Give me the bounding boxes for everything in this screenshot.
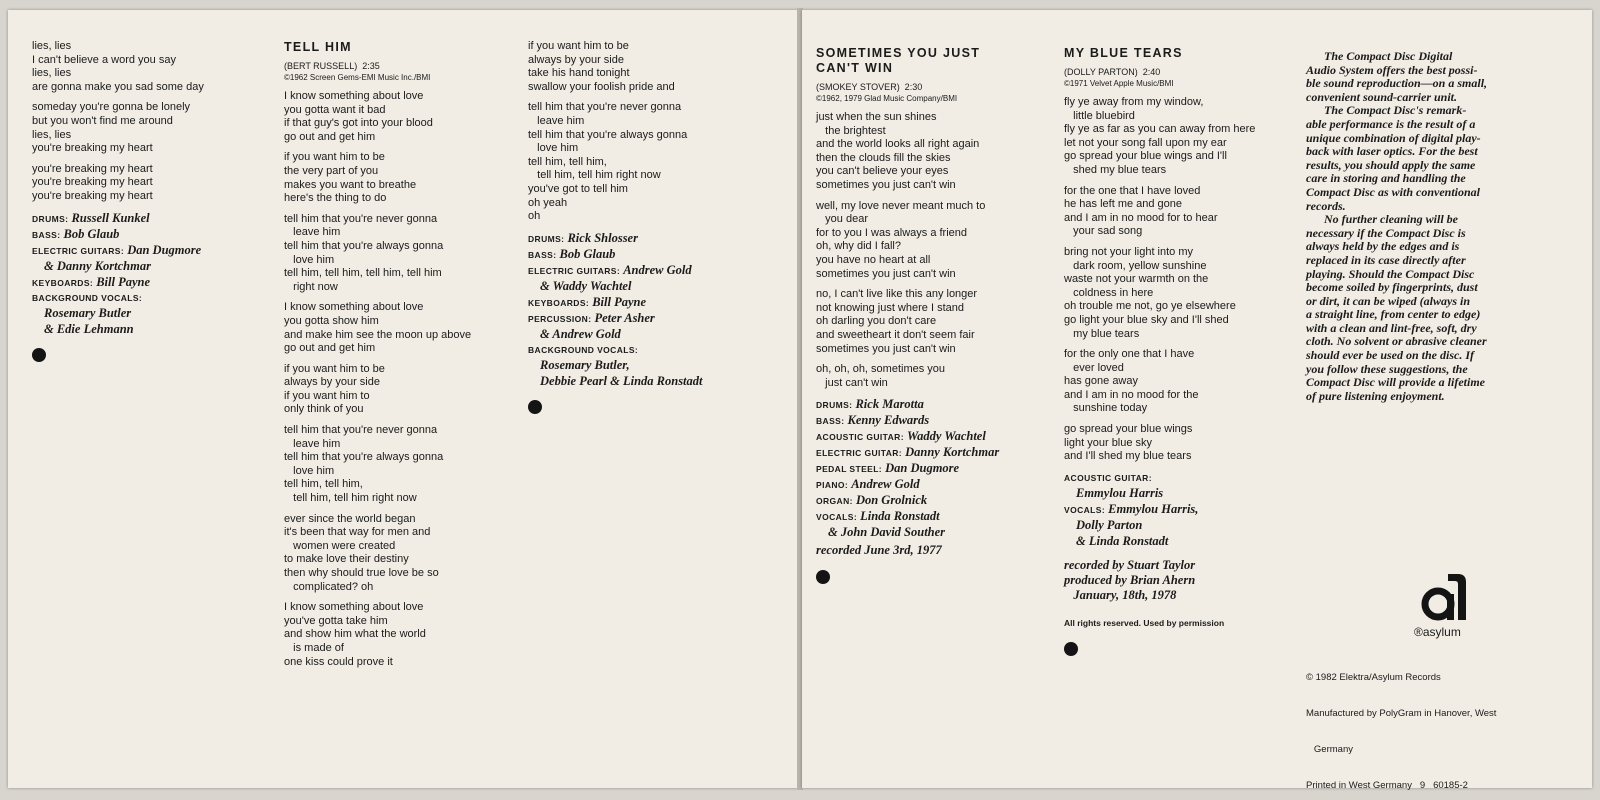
credit-name: Dolly Parton	[1076, 517, 1143, 532]
credit-name: Emmylou Harris	[1076, 485, 1164, 500]
credit-name: & Linda Ronstadt	[1076, 533, 1169, 548]
lyric-line: sunshine today	[1064, 402, 1148, 415]
lyric-stanza	[32, 163, 204, 204]
legal-line: Printed in West Germany 9 60185-2	[1306, 780, 1468, 791]
credit-role: ACOUSTIC GUITAR:	[1064, 472, 1152, 483]
credit-role: KEYBOARDS:	[32, 277, 94, 288]
cd-text-line: back with laser optics. For the best	[1306, 144, 1478, 159]
credit-line	[816, 477, 999, 493]
lyric-line: for the only one that I have	[1064, 348, 1195, 361]
lyric-line: waste not your warmth on the	[1064, 273, 1209, 286]
lyric-line: go out and get him	[284, 342, 376, 355]
credit-name: & Danny Kortchmar	[44, 258, 151, 273]
right-col-1	[816, 46, 999, 584]
lyric-line: complicated? oh	[284, 580, 374, 593]
lyric-line: the very part of you	[284, 164, 379, 177]
lyric-stanza	[284, 363, 471, 417]
lyric-line: right now	[284, 280, 338, 293]
lyric-line: someday you're gonna be lonely	[32, 101, 191, 114]
lyric-line: but you won't find me around	[32, 114, 173, 127]
cd-text-line: No further cleaning will be	[1306, 212, 1459, 227]
left-col-1	[32, 40, 204, 362]
credit-name: Bob Glaub	[63, 226, 120, 241]
credit-name: Rosemary Butler,	[540, 357, 630, 372]
cd-text-line: cloth. No solvent or abrasive cleaner	[1306, 334, 1487, 349]
credit-line	[32, 211, 204, 227]
credit-line	[1064, 502, 1255, 518]
song-title-my-blue-tears: MY BLUE TEARS	[1064, 46, 1183, 60]
lyric-stanza	[1064, 96, 1255, 178]
lyric-line: tell him, tell him,	[528, 155, 607, 168]
credit-name: Peter Asher	[594, 310, 655, 325]
lyric-line: oh trouble me not, go ye elsewhere	[1064, 300, 1236, 313]
credit-role: BASS:	[528, 249, 557, 260]
credit-line	[528, 295, 703, 311]
lyric-line: it's been that way for men and	[284, 526, 431, 539]
credit-line	[816, 509, 999, 525]
lyric-stanza	[284, 90, 471, 144]
credit-name: Linda Ronstadt	[860, 509, 940, 524]
credit-line	[1064, 518, 1255, 534]
lyric-line: and make him see the moon up above	[284, 328, 472, 341]
song-title-sometimes: SOMETIMES YOU JUST CAN'T WIN	[816, 46, 981, 75]
lyric-line: are gonna make you sad some day	[32, 80, 204, 93]
cd-text-line: Audio System offers the best possi-	[1306, 62, 1478, 77]
lyric-line: sometimes you just can't win	[816, 342, 956, 355]
left-col-3	[528, 40, 703, 414]
lyric-stanza	[1064, 185, 1255, 239]
lyric-line: lies, lies	[32, 67, 72, 80]
cd-text-line: unique combination of digital play-	[1306, 130, 1481, 145]
credits-tell-him	[528, 231, 703, 390]
lyric-line: and the world looks all right again	[816, 138, 980, 151]
lyric-line: oh yeah	[528, 196, 568, 209]
credit-role: DRUMS:	[32, 213, 69, 224]
song-title-tell-him: TELL HIM	[284, 40, 352, 54]
lyric-stanza	[284, 424, 471, 506]
credit-name: Kenny Edwards	[847, 413, 930, 428]
credit-role: ORGAN:	[816, 496, 853, 507]
credit-name: & Andrew Gold	[540, 326, 621, 341]
lyric-line: tell him, tell him, tell him, tell him	[284, 267, 442, 280]
lyric-stanza	[284, 513, 471, 595]
credit-line	[32, 291, 204, 306]
lyric-stanza	[816, 200, 999, 282]
credit-line	[1064, 471, 1255, 486]
lyric-line: if you want him to be	[528, 40, 629, 52]
lyric-line: and I am in no mood for the	[1064, 388, 1199, 401]
song-copyright: ©1962 Screen Gems-EMI Music Inc./BMI	[284, 73, 431, 82]
right-page	[802, 10, 1592, 791]
credit-role: KEYBOARDS:	[528, 297, 590, 308]
credit-name: Andrew Gold	[623, 262, 692, 277]
cd-text-line: care in storing and handling the	[1306, 171, 1466, 186]
lyric-line: fly ye as far as you can away from here	[1064, 123, 1256, 136]
lyric-line: your sad song	[1064, 225, 1143, 238]
lyric-stanza	[32, 101, 204, 155]
lyric-line: go out and get him	[284, 130, 376, 143]
credit-role: ELECTRIC GUITAR:	[816, 448, 903, 459]
cd-text-line: able performance is the result of a	[1306, 116, 1476, 131]
credit-role: BACKGROUND VOCALS:	[32, 292, 143, 303]
lyric-line: women were created	[284, 539, 396, 552]
lyrics-tell-him	[284, 90, 471, 669]
lyric-stanza	[1064, 423, 1255, 464]
lyric-line: coldness in here	[1064, 286, 1154, 299]
credits-sometimes	[816, 397, 999, 541]
credit-role: ELECTRIC GUITARS:	[32, 245, 125, 256]
cd-text-line: results, you should apply the same	[1306, 157, 1476, 172]
cd-text-line: replaced in its case directly after	[1306, 252, 1466, 267]
credit-line	[528, 311, 703, 327]
cd-text-line: of pure listening enjoyment.	[1306, 388, 1445, 403]
legal-notice	[1306, 648, 1496, 800]
credit-line	[816, 493, 999, 509]
lyric-line: ever loved	[1064, 361, 1124, 374]
lyric-line: ever since the world began	[284, 512, 416, 525]
lyric-stanza	[1064, 246, 1255, 341]
lyric-line: dark room, yellow sunshine	[1064, 259, 1207, 272]
asylum-logo-icon	[1414, 570, 1474, 624]
legal-line: Manufactured by PolyGram in Hanover, West	[1306, 708, 1497, 719]
cd-text-line: Compact Disc as with conventional	[1306, 184, 1481, 199]
lyric-line: then why should true love be so	[284, 567, 439, 579]
lyric-line: is made of	[284, 641, 344, 654]
lyric-stanza	[32, 40, 204, 94]
lyric-line: for the one that I have loved	[1064, 184, 1201, 197]
credit-role: PIANO:	[816, 480, 849, 491]
cd-text-line: records.	[1306, 198, 1346, 213]
lyric-line: go spread your blue wings	[1064, 423, 1193, 436]
lyric-line: you gotta want it bad	[284, 103, 386, 116]
lyric-line: let not your song fall upon my ear	[1064, 136, 1227, 149]
lyric-line: and I am in no mood for to hear	[1064, 211, 1218, 224]
legal-line: © 1982 Elektra/Asylum Records	[1306, 672, 1441, 683]
credit-role: BACKGROUND VOCALS:	[528, 344, 639, 355]
cd-text-line: a straight line, from center to edge)	[1306, 307, 1481, 322]
lyric-line: and sweetheart it don't seem fair	[816, 328, 975, 341]
cd-text-line: convenient sound-carrier unit.	[1306, 89, 1458, 104]
bullet-dot	[816, 570, 830, 584]
bullet-dot	[32, 348, 46, 362]
song-writer: (DOLLY PARTON) 2:40	[1064, 67, 1161, 77]
lyric-stanza	[528, 101, 703, 223]
credit-line	[528, 374, 703, 390]
credit-name: Russell Kunkel	[71, 210, 150, 225]
lyric-line: here's the thing to do	[284, 192, 387, 205]
cd-paragraph-3	[1306, 213, 1487, 403]
lyric-line: sometimes you just can't win	[816, 178, 956, 191]
credit-role: PERCUSSION:	[528, 313, 592, 324]
lyric-stanza	[528, 40, 703, 94]
credit-name: & Edie Lehmann	[44, 321, 134, 336]
cd-paragraph-1	[1306, 50, 1487, 104]
cd-text-line: you follow these suggestions, the	[1306, 361, 1468, 376]
cd-text-line: become soiled by fingerprints, dust	[1306, 280, 1478, 295]
lyrics-sometimes	[816, 111, 999, 390]
credit-line	[816, 397, 999, 413]
lyric-line: bring not your light into my	[1064, 245, 1194, 258]
credit-line	[32, 322, 204, 338]
lyric-line: one kiss could prove it	[284, 655, 393, 668]
credit-role: BASS:	[816, 416, 845, 427]
lyric-line: has gone away	[1064, 375, 1138, 388]
credit-role: VOCALS:	[816, 512, 858, 523]
lyric-line: for to you I was always a friend	[816, 226, 968, 239]
song-writer: (SMOKEY STOVER) 2:30	[816, 82, 923, 92]
credit-line	[528, 279, 703, 295]
lyric-line: oh, oh, oh, sometimes you	[816, 363, 946, 376]
lyric-line: if you want him to be	[284, 151, 385, 164]
cd-paragraph-2	[1306, 104, 1487, 213]
lyric-stanza	[1064, 348, 1255, 416]
lyric-line: I can't believe a word you say	[32, 53, 176, 66]
left-page	[8, 10, 798, 788]
asylum-logo-text: ®asylum	[1414, 625, 1461, 639]
lyric-stanza	[284, 151, 471, 205]
credit-line	[528, 327, 703, 343]
lyric-line: you gotta show him	[284, 314, 379, 327]
lyric-line: I know something about love	[284, 90, 424, 102]
credit-line	[32, 259, 204, 275]
lyric-line: leave him	[284, 226, 341, 239]
credit-role: VOCALS:	[1064, 504, 1106, 515]
credit-name: Emmylou Harris,	[1108, 501, 1199, 516]
lyric-line: you're breaking my heart	[32, 189, 153, 202]
lyric-line: the brightest	[816, 124, 886, 137]
cd-text-line: always held by the edges and is	[1306, 239, 1460, 254]
credit-line	[528, 231, 703, 247]
credit-name: Rosemary Butler	[44, 305, 132, 320]
lyric-line: tell him that you're never gonna	[284, 212, 438, 225]
credit-line	[528, 263, 703, 279]
note-produced: produced by Brian Ahern	[1064, 572, 1196, 587]
note-recorded: recorded by Stuart Taylor	[1064, 557, 1196, 572]
credit-line	[816, 413, 999, 429]
lyric-line: I know something about love	[284, 301, 424, 314]
song-writer: (BERT RUSSELL) 2:35	[284, 61, 380, 71]
song-copyright: ©1962, 1979 Glad Music Company/BMI	[816, 94, 958, 103]
credit-line	[32, 227, 204, 243]
cd-text-line: should ever be used on the disc. If	[1306, 348, 1474, 363]
credit-name: Bill Payne	[592, 294, 647, 309]
lyric-line: sometimes you just can't win	[816, 267, 956, 280]
lyric-line: shed my blue tears	[1064, 163, 1167, 176]
lyric-line: you can't believe your eyes	[816, 165, 949, 178]
credit-name: Debbie Pearl & Linda Ronstadt	[540, 373, 703, 388]
lyric-line: tell him, tell him right now	[284, 492, 417, 505]
credit-role: ELECTRIC GUITARS:	[528, 265, 621, 276]
left-col-2	[284, 40, 471, 676]
credit-line	[32, 306, 204, 322]
lyrics-lies	[32, 40, 204, 204]
lyric-line: you're breaking my heart	[32, 176, 153, 189]
lyric-line: swallow your foolish pride and	[528, 80, 675, 93]
bullet-dot	[528, 400, 542, 414]
legal-line: Germany	[1306, 744, 1353, 755]
lyric-line: no, I can't live like this any longer	[816, 288, 978, 301]
lyric-line: just can't win	[816, 376, 888, 389]
credit-line	[816, 461, 999, 477]
asylum-logo	[1414, 570, 1484, 640]
credit-line	[528, 247, 703, 263]
lyric-line: oh	[528, 210, 541, 223]
cd-text-line: necessary if the Compact Disc is	[1306, 225, 1466, 240]
cd-text-line: The Compact Disc Digital	[1306, 49, 1453, 63]
lyric-line: and show him what the world	[284, 628, 426, 641]
lyric-line: always by your side	[528, 53, 624, 66]
credit-role: DRUMS:	[816, 400, 853, 411]
lyric-line: oh darling you don't care	[816, 315, 937, 328]
credit-name: Bill Payne	[96, 274, 151, 289]
credit-line	[1064, 486, 1255, 502]
lyric-line: love him	[528, 142, 579, 155]
lyric-line: go spread your blue wings and I'll	[1064, 150, 1227, 163]
credit-role: ACOUSTIC GUITAR:	[816, 432, 904, 443]
lyric-stanza	[816, 363, 999, 390]
song-copyright: ©1971 Velvet Apple Music/BMI	[1064, 79, 1174, 88]
lyric-line: he has left me and gone	[1064, 198, 1183, 211]
lyric-line: makes you want to breathe	[284, 178, 417, 191]
credit-name: Rick Marotta	[855, 397, 924, 412]
production-notes	[1064, 558, 1255, 603]
lyric-stanza	[816, 111, 999, 193]
lyric-line: oh, why did I fall?	[816, 240, 901, 253]
lyric-line: just when the sun shines	[816, 111, 937, 123]
lyric-line: you're breaking my heart	[32, 142, 153, 155]
credit-line	[32, 275, 204, 291]
credit-name: Bob Glaub	[559, 246, 616, 261]
lyric-line: not knowing just where I stand	[816, 301, 964, 314]
cd-text-line: or dirt, it can be wiped (always in	[1306, 293, 1471, 308]
lyric-line: to make love their destiny	[284, 553, 409, 566]
lyric-line: leave him	[528, 114, 585, 127]
lyric-line: love him	[284, 253, 335, 266]
lyric-line: tell him that you're always gonna	[284, 451, 444, 464]
lyric-line: you've got to tell him	[528, 182, 628, 195]
note-date: January, 18th, 1978	[1064, 587, 1177, 602]
lyric-line: if that guy's got into your blood	[284, 117, 433, 130]
lyric-line: you dear	[816, 213, 868, 226]
credits-lies	[32, 211, 204, 338]
lyric-line: only think of you	[284, 403, 364, 416]
credit-role: BASS:	[32, 229, 61, 240]
lyrics-my-blue-tears	[1064, 96, 1255, 464]
lyric-stanza	[816, 288, 999, 356]
lyric-line: you've gotta take him	[284, 614, 388, 627]
credit-name: Waddy Wachtel	[907, 429, 986, 444]
lyric-line: tell him, tell him right now	[528, 169, 661, 182]
lyric-line: you're breaking my heart	[32, 162, 153, 175]
lyric-line: my blue tears	[1064, 327, 1140, 340]
lyric-line: tell him that you're always gonna	[284, 239, 444, 252]
lyric-line: if you want him to be	[284, 362, 385, 375]
credit-name: Andrew Gold	[851, 477, 920, 492]
credit-line	[32, 243, 204, 259]
credit-name: Don Grolnick	[855, 493, 928, 508]
credit-role: PEDAL STEEL:	[816, 464, 883, 475]
credit-name: Dan Dugmore	[127, 242, 202, 257]
credit-line	[816, 525, 999, 541]
lyric-stanza	[284, 601, 471, 669]
cd-text-line: Compact Disc will provide a lifetime	[1306, 375, 1485, 390]
rights-notice: All rights reserved. Used by permission	[1064, 617, 1225, 628]
lyric-line: fly ye away from my window,	[1064, 96, 1204, 108]
lyric-line: go light your blue sky and I'll shed	[1064, 313, 1229, 326]
lyric-line: take his hand tonight	[528, 67, 630, 80]
credit-line	[1064, 534, 1255, 550]
credit-line	[816, 429, 999, 445]
lyric-line: lies, lies	[32, 128, 72, 141]
lyric-line: little bluebird	[1064, 109, 1135, 122]
lyric-line: you have no heart at all	[816, 253, 931, 266]
credit-line	[816, 445, 999, 461]
lyric-line: tell him that you're never gonna	[528, 101, 682, 114]
lyric-line: I know something about love	[284, 601, 424, 614]
cd-text-line: The Compact Disc's remark-	[1306, 103, 1467, 118]
lyric-line: tell him that you're never gonna	[284, 424, 438, 437]
lyric-line: always by your side	[284, 376, 380, 389]
lyric-line: leave him	[284, 437, 341, 450]
cd-text-line: playing. Should the Compact Disc	[1306, 266, 1475, 281]
credit-name: & John David Souther	[828, 525, 946, 540]
credit-name: Rick Shlosser	[567, 230, 638, 245]
lyric-line: well, my love never meant much to	[816, 199, 986, 212]
credit-role: DRUMS:	[528, 233, 565, 244]
credit-name: Danny Kortchmar	[905, 445, 1000, 460]
recording-note: recorded June 3rd, 1977	[816, 543, 942, 558]
lyrics-tell-him-cont	[528, 40, 703, 224]
compact-disc-info	[1306, 50, 1487, 403]
lyric-line: and I'll shed my blue tears	[1064, 450, 1192, 463]
credit-name: & Waddy Wachtel	[540, 278, 632, 293]
credit-line	[528, 343, 703, 358]
lyric-line: if you want him to	[284, 389, 370, 402]
cd-text-line: ble sound reproduction—on a small,	[1306, 76, 1488, 91]
lyric-line: then the clouds fill the skies	[816, 151, 951, 164]
credit-name: Dan Dugmore	[885, 461, 960, 476]
credits-my-blue-tears	[1064, 471, 1255, 550]
cd-text-line: with a clean and lint-free, soft, dry	[1306, 320, 1477, 335]
lyric-line: lies, lies	[32, 40, 72, 52]
lyric-line: tell him, tell him,	[284, 478, 363, 491]
lyric-stanza	[284, 213, 471, 295]
credit-line	[528, 358, 703, 374]
lyric-line: light your blue sky	[1064, 436, 1153, 449]
lyric-line: tell him that you're always gonna	[528, 128, 688, 141]
lyric-line: love him	[284, 464, 335, 477]
bullet-dot	[1064, 642, 1078, 656]
right-col-2	[1064, 46, 1255, 656]
lyric-stanza	[284, 301, 471, 355]
